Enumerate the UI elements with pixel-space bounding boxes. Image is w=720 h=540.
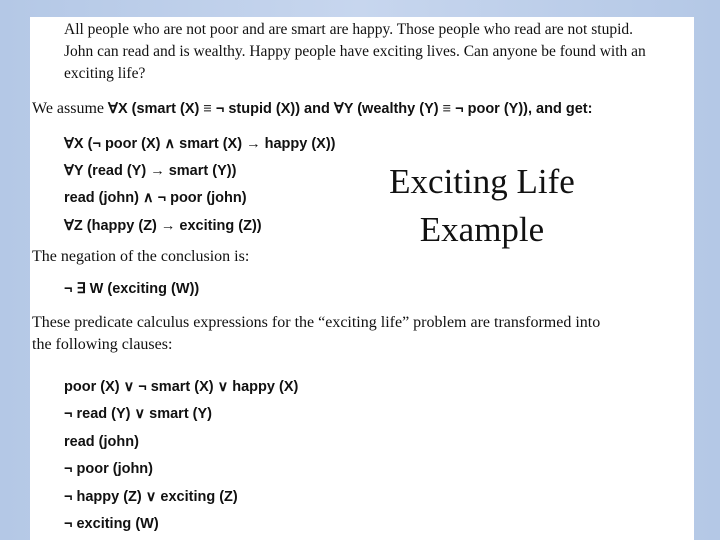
assumption-formula: ∀X (smart (X) ≡ ¬ stupid (X)) and ∀Y (wealthy (Y) ≡ ¬ poor (Y)), and get:	[108, 101, 593, 117]
slide-title-line-2: Example	[419, 210, 545, 249]
problem-line-3: exciting life?	[64, 65, 146, 82]
formula-3: read (john) ∧ ¬ poor (john)	[64, 190, 247, 206]
transform-line-2: the following clauses:	[32, 336, 173, 353]
negation-label: The negation of the conclusion is:	[32, 248, 250, 265]
negation-formula: ¬ ∃ W (exciting (W))	[64, 281, 200, 297]
problem-line-1: All people who are not poor and are smart are happy. Those people who read are not stupid.	[64, 21, 634, 38]
transform-line-1: These predicate calculus expressions for the “exciting life” problem are transformed into	[32, 314, 601, 331]
formula-2: ∀Y (read (Y) → smart (Y))	[64, 163, 237, 179]
formula-1: ∀X (¬ poor (X) ∧ smart (X) → happy (X))	[64, 136, 336, 152]
clause-2: ¬ read (Y) ∨ smart (Y)	[64, 406, 213, 422]
clause-3: read (john)	[64, 434, 139, 450]
clause-6: ¬ exciting (W)	[64, 516, 159, 532]
formula-4: ∀Z (happy (Z) → exciting (Z))	[64, 218, 262, 234]
document-page	[30, 17, 694, 540]
clause-1: poor (X) ∨ ¬ smart (X) ∨ happy (X)	[64, 379, 299, 395]
assumption-line	[32, 100, 592, 118]
slide-title-line-1: Exciting Life	[389, 162, 575, 201]
slide-title	[374, 158, 590, 254]
clause-4: ¬ poor (john)	[64, 461, 153, 477]
assumption-prefix: We assume	[32, 100, 109, 117]
clause-5: ¬ happy (Z) ∨ exciting (Z)	[64, 489, 238, 505]
problem-line-2: John can read and is wealthy. Happy people have exciting lives. Can anyone be found with an	[64, 43, 646, 60]
